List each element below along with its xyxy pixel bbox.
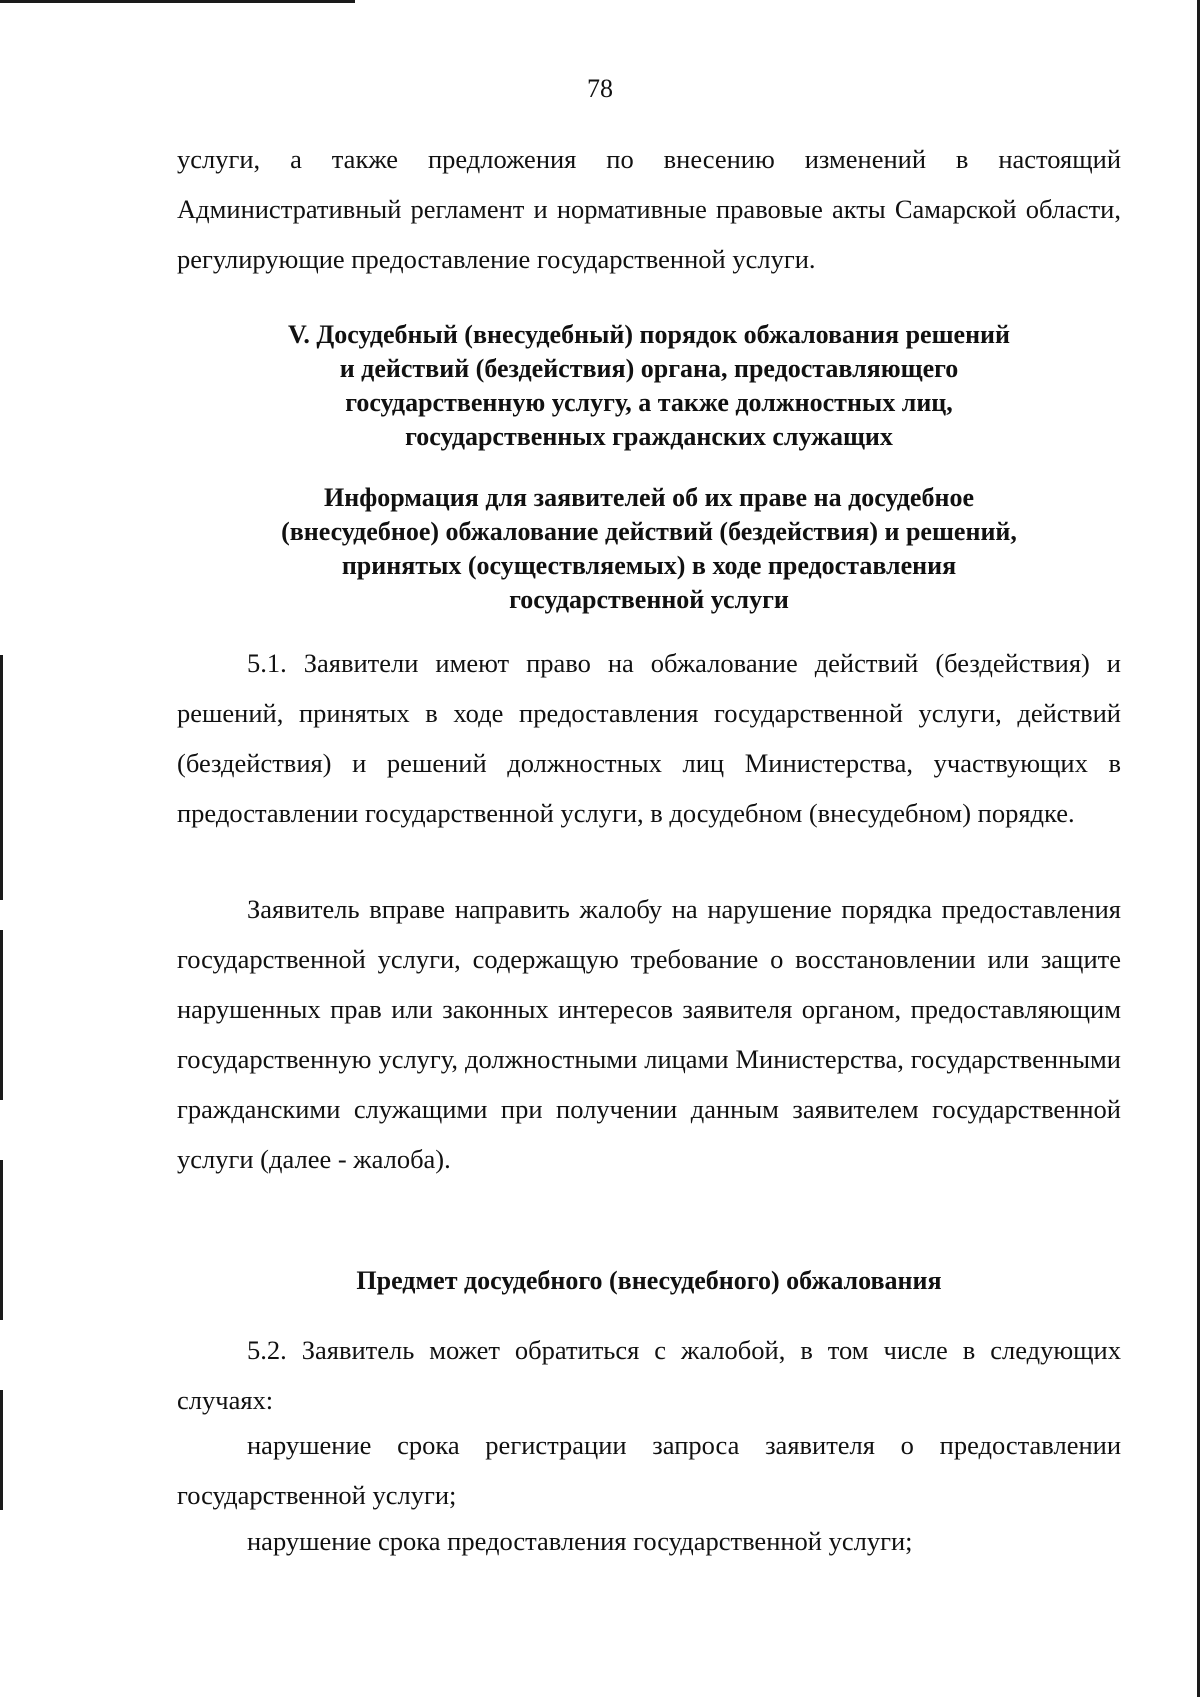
intro-paragraph-block [177,134,1121,284]
info-heading-line: принятых (осуществляемых) в ходе предоставления [341,551,957,580]
complaint-paragraph: Заявитель вправе направить жалобу на нарушение порядка предоставления государственной услуги, содержащую требование о восстановлении или защите нарушенных прав или законных интересов заявителя органом, предоставляющим государственную услугу, должностными лицами Министерства, государственными гражданскими служащими при получении данным заявителем государственной услуги (далее - жалоба). [177,894,1121,1174]
section-heading-line: и действий (бездействия) органа, предоставляющего [339,354,959,383]
info-heading-line: государственной услуги [509,585,789,614]
case-2-block [177,1516,1121,1566]
clause-5-2: 5.2. Заявитель может обратиться с жалобой, в том числе в следующих случаях: [177,1335,1121,1415]
clause-5-1-block [177,638,1121,838]
page-number: 78 [587,74,613,103]
clause-5-1: 5.1. Заявители имеют право на обжалование действий (бездействия) и решений, принятых в ходе предоставления государственной услуги, действий (бездействия) и решений должностных лиц Министерства, участвующих в предоставлении государственной услуги, в досудебном (внесудебном) порядке. [177,648,1121,828]
intro-paragraph: услуги, а также предложения по внесению изменений в настоящий Административный регламент и нормативные правовые акты Самарской области, регулирующие предоставление государственной услуги. [177,144,1121,274]
subject-heading-line: Предмет досудебного (внесудебного) обжалования [356,1266,942,1295]
case-1-block [177,1420,1121,1520]
clause-5-2-block [177,1325,1121,1425]
case-item: нарушение срока предоставления государственной услуги; [247,1526,913,1556]
section-heading-line: государственную услугу, а также должностных лиц, [345,388,953,417]
section-heading-line: V. Досудебный (внесудебный) порядок обжалования решений [287,320,1011,349]
subject-heading [177,1264,1121,1298]
section-heading-line: государственных гражданских служащих [405,422,893,451]
case-item: нарушение срока регистрации запроса заявителя о предоставлении государственной услуги; [177,1430,1121,1510]
section-heading [177,318,1121,454]
complaint-paragraph-block [177,884,1121,1184]
info-heading-line: (внесудебное) обжалование действий (бездействия) и решений, [281,517,1017,546]
info-heading [177,481,1121,617]
info-heading-line: Информация для заявителей об их праве на досудебное [324,483,974,512]
